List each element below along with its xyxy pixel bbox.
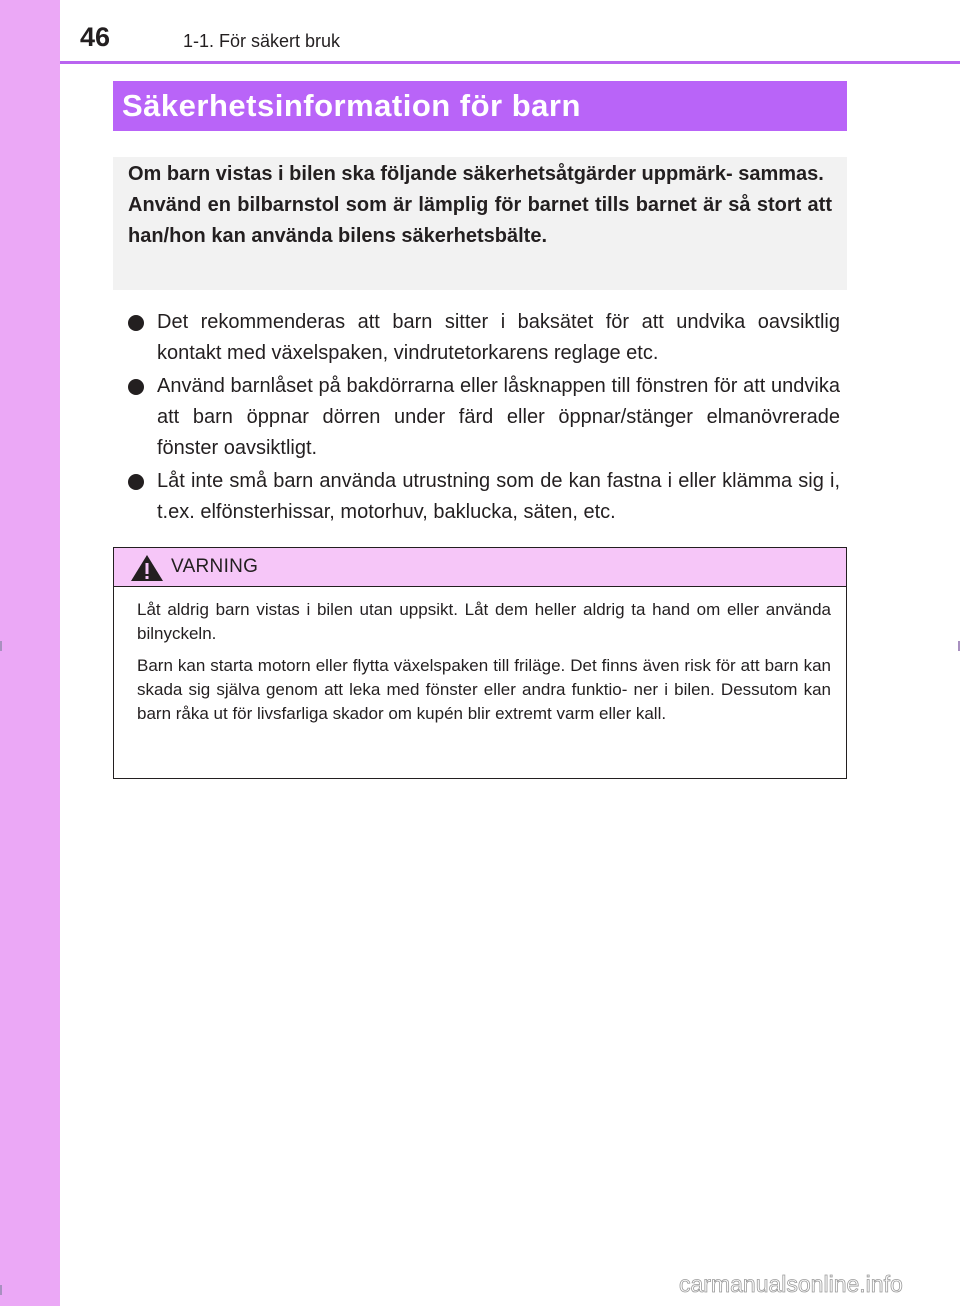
header-rule xyxy=(60,61,960,64)
warning-paragraph: Barn kan starta motorn eller flytta växelspaken till friläge. Det finns även risk för att barn kan skada sig själva genom att leka med fönster eller andra funktio- ner i bilen. Dessutom kan barn råka ut för livsfarliga skador om kupén blir extremt varm eller kall. xyxy=(137,656,831,723)
intro-paragraph: Använd en bilbarnstol som är lämplig för barnet tills barnet är så stort att han/hon kan använda bilens säkerhetsbälte. xyxy=(128,194,832,247)
warning-box xyxy=(113,547,847,779)
svg-text:carmanualsonline.info: carmanualsonline.info xyxy=(679,1271,903,1297)
footer-watermark xyxy=(679,1269,947,1299)
list-item-text: Det rekommenderas att barn sitter i baksätet för att undvika oavsiktlig kontakt med växelspaken, vindrutetorkarens reglage etc. xyxy=(157,311,840,364)
list-item xyxy=(128,466,840,528)
warning-body xyxy=(114,587,846,726)
section-title: Säkerhetsinformation för barn xyxy=(113,81,847,131)
warning-title: VARNING xyxy=(171,556,259,577)
list-item xyxy=(128,371,840,464)
warning-header xyxy=(114,548,846,587)
page-number: 46 xyxy=(80,22,111,52)
warning-paragraph: Låt aldrig barn vistas i bilen utan uppsikt. Låt dem heller aldrig ta hand om eller använda bilnyckeln. xyxy=(137,600,831,643)
bullet-icon xyxy=(128,474,144,490)
crop-mark xyxy=(0,641,2,651)
list-item-text: Använd barnlåset på bakdörrarna eller låsknappen till fönstren för att undvika att barn öppnar dörren under färd eller öppnar/stänger elmanövrerade fönster oavsiktligt. xyxy=(157,375,840,459)
bullet-icon xyxy=(128,315,144,331)
bullet-list xyxy=(128,307,840,530)
crop-mark xyxy=(0,1285,2,1295)
intro-box xyxy=(113,157,847,290)
list-item xyxy=(128,307,840,369)
bullet-icon xyxy=(128,379,144,395)
chapter-title: 1-1. För säkert bruk xyxy=(183,31,341,51)
warning-triangle-icon xyxy=(130,554,164,582)
intro-paragraph: Om barn vistas i bilen ska följande säkerhetsåtgärder uppmärk- sammas. xyxy=(128,163,824,185)
list-item-text: Låt inte små barn använda utrustning som de kan fastna i eller klämma sig i, t.ex. elfönsterhissar, motorhuv, baklucka, säten, etc. xyxy=(157,470,840,523)
side-color-strip xyxy=(0,0,60,1306)
